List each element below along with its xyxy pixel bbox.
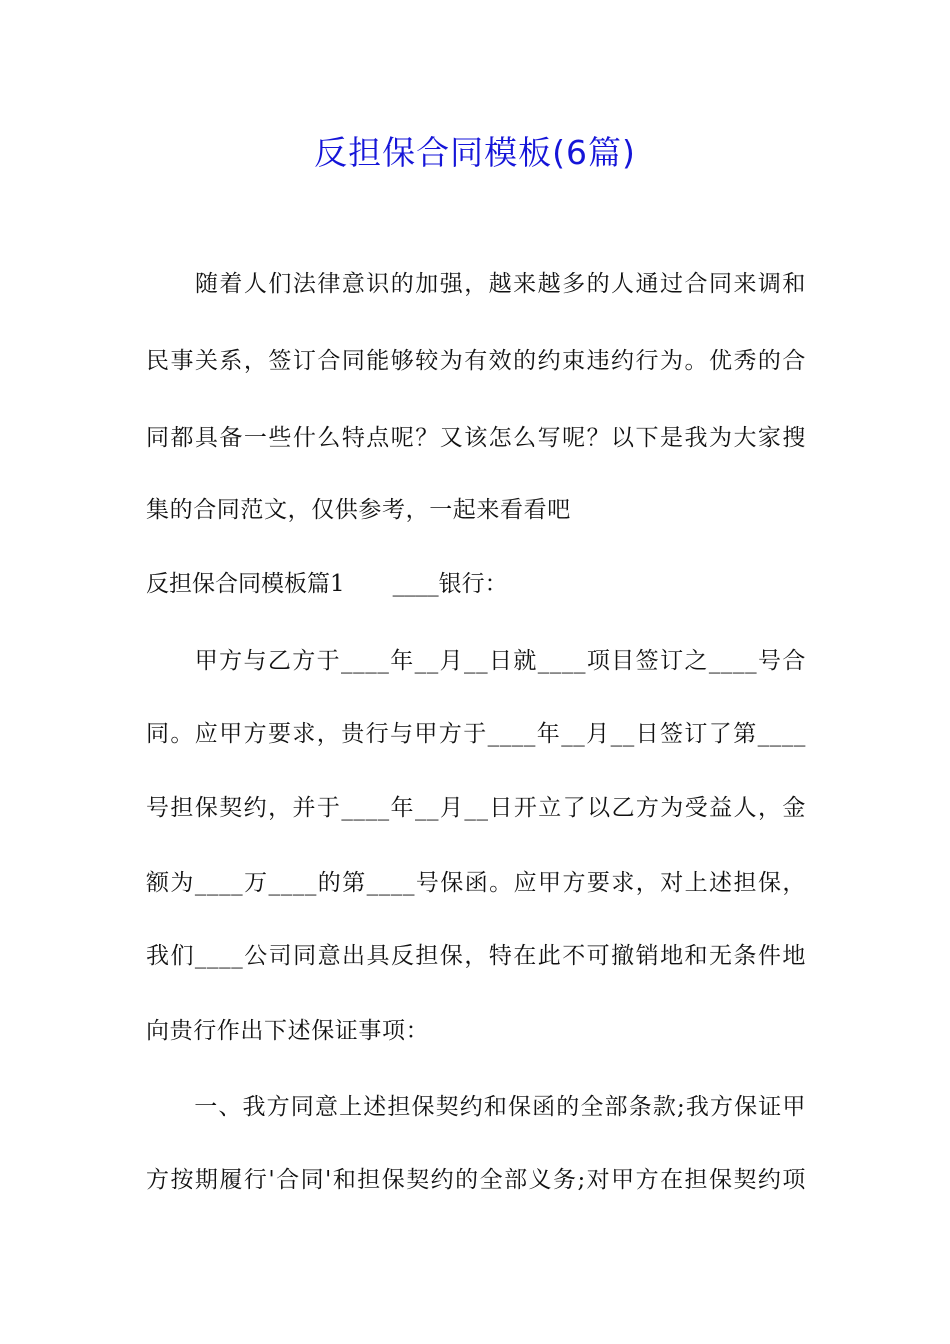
body-line-7: 一、我方同意上述担保契约和保函的全部条款;我方保证甲 (146, 1094, 806, 1120)
body-line-1: 甲方与乙方于____年__月__日就____项目签订之____号合 (146, 648, 806, 674)
document-title: 反担保合同模板(6篇) (314, 133, 636, 172)
section-heading-addressee: ____银行： (392, 571, 508, 597)
intro-line-2: 民事关系，签订合同能够较为有效的约束违约行为。优秀的合 (146, 348, 806, 374)
intro-line-1: 随着人们法律意识的加强，越来越多的人通过合同来调和 (146, 271, 806, 297)
body-line-3: 号担保契约，并于____年__月__日开立了以乙方为受益人，金 (146, 795, 806, 821)
body-line-5: 我们____公司同意出具反担保，特在此不可撤销地和无条件地 (146, 943, 806, 969)
body-line-2: 同。应甲方要求，贵行与甲方于____年__月__日签订了第____ (146, 721, 806, 747)
intro-line-3: 同都具备一些什么特点呢？又该怎么写呢？以下是我为大家搜 (146, 425, 806, 451)
section-heading (146, 568, 806, 600)
body-line-8: 方按期履行'合同'和担保契约的全部义务;对甲方在担保契约项 (146, 1167, 806, 1193)
section-heading-label: 反担保合同模板篇1 (146, 571, 345, 597)
body-line-4: 额为____万____的第____号保函。应甲方要求，对上述担保， (146, 870, 806, 896)
body-line-6: 向贵行作出下述保证事项： (146, 1018, 430, 1044)
intro-line-4: 集的合同范文，仅供参考，一起来看看吧 (146, 497, 571, 523)
